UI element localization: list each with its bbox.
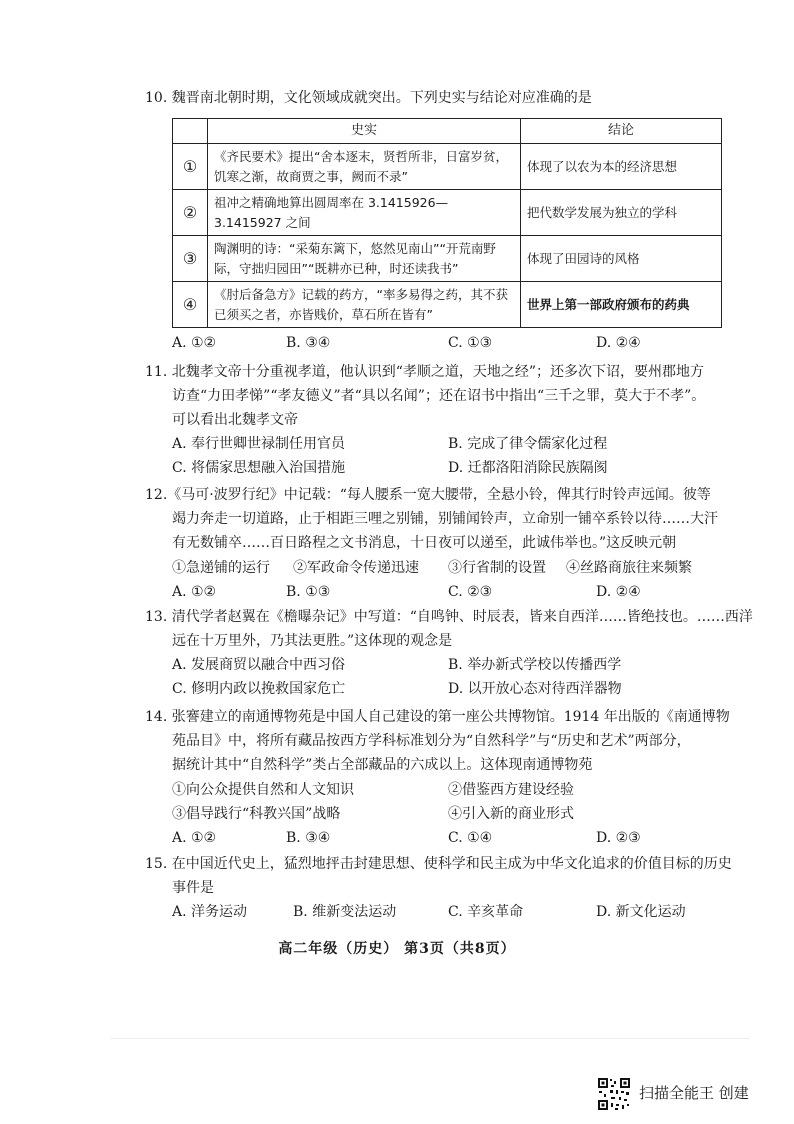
q10-table — [172, 118, 722, 328]
q12-option-b[interactable]: B. ①③ — [286, 584, 331, 600]
table-row — [173, 282, 722, 328]
q14-line-1: 14. 张謇建立的南通博物苑是中国人自己建设的第一座公共博物馆。1914 年出版的《南通博物 — [145, 709, 730, 725]
q13-line-2: 远在十万里外，乃其法更胜。”这体现的观念是 — [172, 633, 453, 649]
q10-option-c[interactable]: C. ①③ — [448, 335, 493, 351]
q10-stem: 10. 魏晋南北朝时期，文化领域成就突出。下列史实与结论对应准确的是 — [145, 90, 592, 106]
q13-line-1: 13. 清代学者赵翼在《檐曝杂记》中写道：“自鸣钟、时辰表，皆来自西洋……皆绝技也。……西洋 — [145, 609, 753, 625]
q14-item-2: ②借鉴西方建设经验 — [448, 782, 574, 798]
q15-line-2: 事件是 — [172, 880, 214, 896]
q14-item-3: ③倡导践行“科教兴国”战略 — [172, 806, 341, 822]
q12-line-3: 有无数铺卒……百日路程之文书消息，十日夜可以递至，此诚伟举也。”这反映元朝 — [172, 535, 677, 551]
q15-option-c[interactable]: C. 辛亥革命 — [448, 904, 524, 920]
q14-option-b[interactable]: B. ③④ — [286, 830, 331, 846]
q12-option-c[interactable]: C. ②③ — [448, 584, 493, 600]
q11-options — [0, 432, 794, 480]
scan-artifact-line — [110, 1038, 750, 1039]
q12-item-2: ②军政命令传递迅速 — [293, 560, 419, 576]
row-mark: ② — [173, 190, 208, 236]
q13-option-d[interactable]: D. 以开放心态对待西洋器物 — [448, 681, 622, 697]
q15-option-a[interactable]: A. 洋务运动 — [172, 904, 248, 920]
q14-line-3: 据统计其中“自然科学”类占全部藏品的六成以上。这体现南通博物苑 — [172, 757, 593, 773]
q14-item-4: ④引入新的商业形式 — [448, 806, 574, 822]
row-conclusion: 体现了以农为本的经济思想 — [521, 144, 722, 190]
q14-line-2: 苑品目》中，将所有藏品按西方学科标准划分为“自然科学”与“历史和艺术”两部分， — [172, 733, 691, 749]
q10-option-d[interactable]: D. ②④ — [596, 335, 641, 351]
q11-line-2: 访查“力田孝悌”“孝友德义”者“具以名闻”；还在诏书中指出“三千之罪，莫大于不孝”。 — [172, 388, 706, 404]
table-header-conclusion: 结论 — [521, 119, 722, 144]
q15-options — [0, 900, 794, 924]
table-header-blank — [173, 119, 208, 144]
q11-option-b[interactable]: B. 完成了律令儒家化过程 — [448, 436, 608, 452]
q14-option-a[interactable]: A. ①② — [172, 830, 217, 846]
q15-line-1: 15. 在中国近代史上，猛烈地抨击封建思想、使科学和民主成为中华文化追求的价值目标的历史 — [145, 856, 732, 872]
q14-items — [0, 778, 794, 850]
row-mark: ④ — [173, 282, 208, 328]
q14-option-d[interactable]: D. ②③ — [596, 830, 641, 846]
row-conclusion: 把代数学发展为独立的学科 — [521, 190, 722, 236]
q12-option-d[interactable]: D. ②④ — [596, 584, 641, 600]
table-row — [173, 236, 722, 282]
q10-option-b[interactable]: B. ③④ — [286, 335, 331, 351]
row-conclusion: 体现了田园诗的风格 — [521, 236, 722, 282]
q12-option-a[interactable]: A. ①② — [172, 584, 217, 600]
scanner-brand-label: 扫描全能王 创建 — [639, 1084, 749, 1102]
q10-options — [0, 331, 794, 355]
table-row — [173, 190, 722, 236]
page-footer: 高二年级（历史） 第3页（共8页） — [278, 941, 516, 957]
q13-options — [0, 653, 794, 701]
q13-option-c[interactable]: C. 修明内政以挽救国家危亡 — [172, 681, 346, 697]
q15-option-d[interactable]: D. 新文化运动 — [596, 904, 686, 920]
q11-option-c[interactable]: C. 将儒家思想融入治国措施 — [172, 460, 346, 476]
q14-item-1: ①向公众提供自然和人文知识 — [172, 782, 354, 798]
row-mark: ③ — [173, 236, 208, 282]
q10-option-a[interactable]: A. ①② — [172, 335, 217, 351]
row-fact: 《齐民要术》提出“舍本逐末，贤哲所非，日富岁贫，饥寒之渐，故商贾之事，阙而不录” — [208, 144, 521, 190]
qr-code-icon — [597, 1077, 631, 1111]
q12-item-3: ③行省制的设置 — [448, 560, 546, 576]
q11-option-a[interactable]: A. 奉行世卿世禄制任用官员 — [172, 436, 346, 452]
q12-items — [0, 556, 794, 604]
row-fact: 《肘后备急方》记载的药方，“率多易得之药，其不获已须买之者，亦皆贱价，草石所在皆有” — [208, 282, 521, 328]
table-row — [173, 144, 722, 190]
row-fact: 祖冲之精确地算出圆周率在 3.1415926—3.1415927 之间 — [208, 190, 521, 236]
q12-line-1: 12.《马可·波罗行纪》中记载：“每人腰系一宽大腰带，全悬小铃，俾其行时铃声远闻。彼等 — [145, 487, 711, 503]
table-header-fact: 史实 — [208, 119, 521, 144]
q11-line-1: 11. 北魏孝文帝十分重视孝道，他认识到“孝顺之道，天地之经”；还多次下诏，要州郡地方 — [145, 364, 705, 380]
row-fact: 陶渊明的诗：“采菊东篱下，悠然见南山”“开荒南野际，守拙归园田”“既耕亦已种，时还读我书” — [208, 236, 521, 282]
q11-line-3: 可以看出北魏孝文帝 — [172, 412, 298, 428]
q13-option-a[interactable]: A. 发展商贸以融合中西习俗 — [172, 657, 346, 673]
q12-item-4: ④丝路商旅往来频繁 — [566, 560, 692, 576]
q14-option-c[interactable]: C. ①④ — [448, 830, 493, 846]
row-mark: ① — [173, 144, 208, 190]
row-conclusion: 世界上第一部政府颁布的药典 — [521, 282, 722, 328]
q11-option-d[interactable]: D. 迁都洛阳消除民族隔阂 — [448, 460, 608, 476]
table-header-row — [173, 119, 722, 144]
q12-line-2: 竭力奔走一切道路，止于相距三哩之别铺，别铺闻铃声，立命别一铺卒系铃以待……大汗 — [172, 511, 718, 527]
q15-option-b[interactable]: B. 维新变法运动 — [293, 904, 397, 920]
q13-option-b[interactable]: B. 举办新式学校以传播西学 — [448, 657, 622, 673]
q12-item-1: ①急递铺的运行 — [172, 560, 270, 576]
